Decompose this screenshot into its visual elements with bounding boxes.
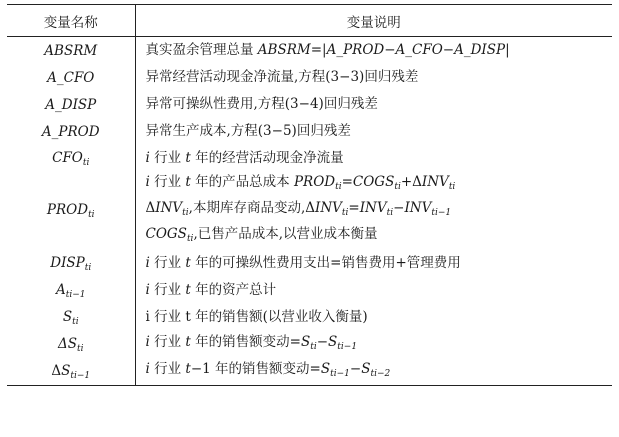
table-row: [7, 304, 612, 331]
variable-name: [7, 37, 135, 65]
table-row: [7, 37, 612, 65]
description-s: i 行业 t 年的销售额(以营业收入衡量): [145, 309, 368, 325]
variable-s: $S_{ti}$: [62, 308, 79, 327]
variable-description: [135, 331, 612, 358]
variable-a-t-minus-1: $A_{ti-1}$: [55, 281, 86, 300]
table-row: [7, 331, 612, 358]
variable-description: [135, 304, 612, 331]
variable-description: [135, 172, 612, 250]
description-a-cfo: 异常经营活动现金净流量,方程(3−3)回归残差: [145, 69, 419, 85]
description-prod-line-1: i 行业 t 年的产品总成本 $PROD_{ti}=COGS_{ti}+\Delta INV_{ti}$: [145, 174, 456, 192]
variable-description: [135, 64, 612, 91]
table-row: [7, 118, 612, 145]
variable-name: [7, 358, 135, 386]
variable-name: [7, 91, 135, 118]
variable-description: [135, 358, 612, 386]
variable-description: [135, 250, 612, 277]
description-a-prod: 异常生产成本,方程(3−5)回归残差: [145, 123, 351, 139]
variable-name: [7, 277, 135, 304]
variable-delta-s: $\Delta S_{ti}$: [58, 335, 84, 354]
table-row: [7, 64, 612, 91]
description-cfo: i 行业 t 年的经营活动现金净流量: [145, 150, 344, 166]
variable-description: [135, 145, 612, 172]
description-prod-line-3: $COGS_{ti}$,已售产品成本,以营业成本衡量: [145, 226, 378, 244]
variable-name: [7, 145, 135, 172]
variable-absrm: ABSRM: [44, 42, 98, 59]
variable-name: [7, 118, 135, 145]
description-prod-line-2: $\Delta INV_{ti}$,本期库存商品变动$,\Delta INV_{ti}=INV_{ti}-INV_{ti-1}$: [145, 200, 452, 218]
variable-description: [135, 91, 612, 118]
variable-a-disp: A_DISP: [45, 96, 97, 113]
variable-name: [7, 250, 135, 277]
table-row: [7, 145, 612, 172]
description-delta-s-t-minus-1: i 行业 t−1 年的销售额变动$=S_{ti-1}-S_{ti-2}$: [145, 360, 391, 379]
description-a-t-minus-1: i 行业 t 年的资产总计: [145, 282, 277, 298]
description-disp: i 行业 t 年的可操纵性费用支出=销售费用+管理费用: [145, 255, 461, 271]
variable-a-cfo: A_CFO: [47, 69, 95, 86]
table-row: [7, 358, 612, 386]
variable-prod: $PROD_{ti}$: [46, 202, 95, 220]
variable-disp: $DISP_{ti}$: [50, 254, 92, 273]
variable-name: [7, 172, 135, 250]
description-a-disp: 异常可操纵性费用,方程(3−4)回归残差: [145, 96, 378, 112]
variable-name: [7, 304, 135, 331]
variable-a-prod: A_PROD: [41, 123, 100, 140]
table-row: [7, 250, 612, 277]
table-row: [7, 172, 612, 250]
variable-delta-s-t-minus-1: $\Delta S_{ti-1}$: [51, 362, 91, 381]
variable-table: [7, 4, 612, 386]
description-delta-s: i 行业 t 年的销售额变动$=S_{ti}-S_{ti-1}$: [145, 333, 358, 352]
variable-cfo: $CFO_{ti}$: [52, 149, 90, 168]
header-variable-description: 变量说明: [135, 5, 612, 37]
variable-name: [7, 64, 135, 91]
variable-name: [7, 331, 135, 358]
table-row: [7, 91, 612, 118]
description-absrm: 真实盈余管理总量 ABSRM=|A_PROD−A_CFO−A_DISP|: [145, 42, 510, 58]
variable-description: [135, 118, 612, 145]
table-row: [7, 277, 612, 304]
header-variable-name: 变量名称: [7, 5, 135, 37]
header-row: [7, 5, 612, 37]
variable-description: [135, 37, 612, 65]
variable-description: [135, 277, 612, 304]
